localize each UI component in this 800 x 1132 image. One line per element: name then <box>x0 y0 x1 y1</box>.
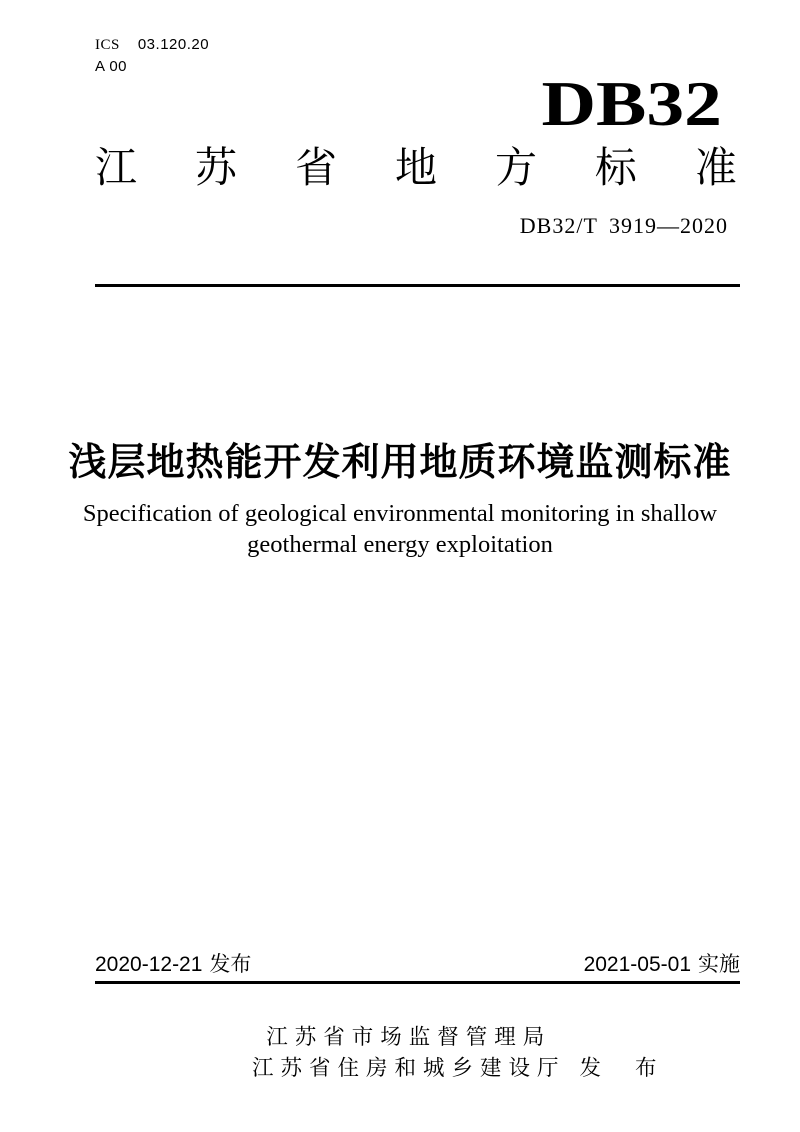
publisher-2: 江苏省住房和城乡建设厅 <box>252 1056 566 1080</box>
title-chinese: 浅层地热能开发利用地质环境监测标准 <box>68 442 732 484</box>
implement-label: 实施 <box>698 953 740 976</box>
implement-date: 2021-05-01 <box>583 953 691 976</box>
issue-date-group <box>95 948 251 978</box>
title-english-line2: geothermal energy exploitation <box>247 530 553 558</box>
standard-name-char: 省 <box>294 144 337 191</box>
standard-number: DB32/T 3919—2020 <box>519 213 728 238</box>
implement-date-group <box>584 948 740 978</box>
publisher-block <box>252 1022 671 1084</box>
issue-label: 发布 <box>209 953 252 976</box>
standard-name-char: 准 <box>694 144 737 191</box>
title-english-line1: Specification of geological environmental monitoring in shallow <box>82 500 718 527</box>
classification-code: A 00 <box>95 58 128 75</box>
issue-date: 2020-12-21 <box>95 953 203 976</box>
publisher-names <box>252 1022 566 1084</box>
date-row <box>95 950 740 984</box>
title-english <box>60 499 740 560</box>
ics-code: 03.120.20 <box>137 36 210 53</box>
standard-name-char: 方 <box>494 144 537 191</box>
standard-name <box>95 144 737 192</box>
db32-logo: DB32 <box>541 68 722 139</box>
standard-name-char: 苏 <box>194 144 237 191</box>
ics-row <box>95 34 209 56</box>
standard-name-char: 标 <box>594 144 637 191</box>
publisher-1: 江苏省市场监督管理局 <box>266 1025 552 1049</box>
standard-name-char: 地 <box>394 144 437 191</box>
release-label: 发 布 <box>579 1056 671 1080</box>
standard-name-char: 江 <box>95 144 138 191</box>
header-rule <box>95 284 740 287</box>
ics-block <box>95 34 209 78</box>
ics-label: ICS <box>95 37 120 53</box>
